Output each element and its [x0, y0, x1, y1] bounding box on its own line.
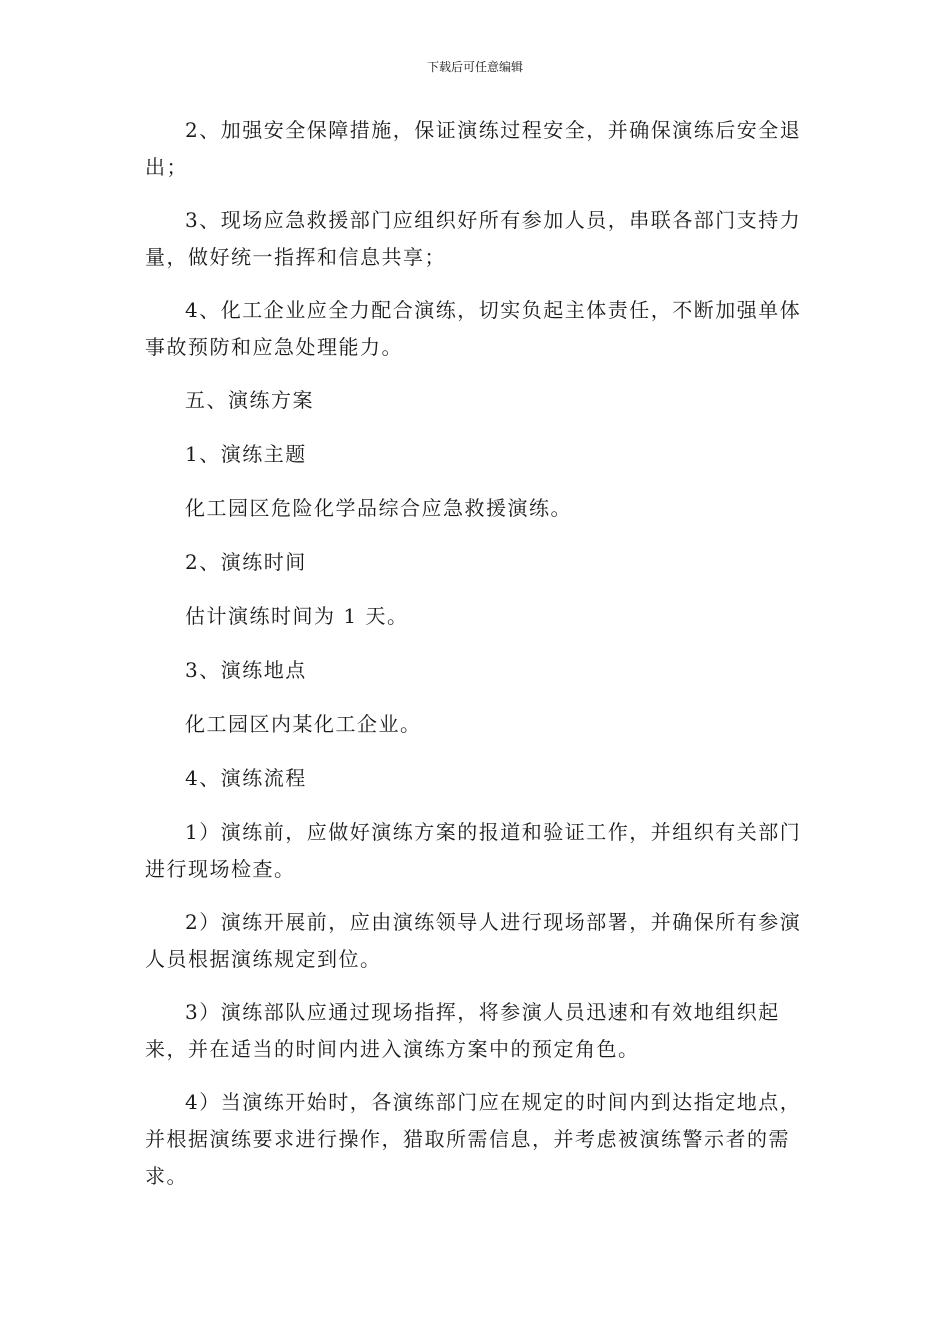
paragraph: 3）演练部队应通过现场指挥，将参演人员迅速和有效地组织起来，并在适当的时间内进入演练方案中的预定角色。	[145, 1000, 780, 1061]
paragraph: 4）当演练开始时，各演练部门应在规定的时间内到达指定地点，并根据演练要求进行操作，猎取所需信息，并考虑被演练警示者的需求。	[145, 1090, 802, 1188]
paragraph: 1）演练前，应做好演练方案的报道和验证工作，并组织有关部门进行现场检查。	[145, 820, 802, 881]
subsection-heading: 1、演练主题	[185, 442, 307, 466]
document-body	[145, 112, 805, 1195]
paragraph: 2、加强安全保障措施，保证演练过程安全，并确保演练后安全退出；	[145, 118, 802, 179]
paragraph: 3、现场应急救援部门应组织好所有参加人员，串联各部门支持力量，做好统一指挥和信息共享；	[145, 208, 802, 269]
subsection-heading: 4、演练流程	[185, 766, 307, 790]
subsection-heading: 2、演练时间	[185, 550, 307, 574]
paragraph: 化工园区内某化工企业。	[185, 712, 422, 736]
section-heading: 五、演练方案	[185, 388, 314, 412]
paragraph: 2）演练开展前，应由演练领导人进行现场部署，并确保所有参演人员根据演练规定到位。	[145, 910, 802, 971]
paragraph: 估计演练时间为 1 天。	[185, 604, 409, 628]
paragraph: 4、化工企业应全力配合演练，切实负起主体责任，不断加强单体事故预防和应急处理能力。	[145, 298, 802, 359]
subsection-heading: 3、演练地点	[185, 658, 307, 682]
paragraph: 化工园区危险化学品综合应急救援演练。	[185, 496, 572, 520]
page-header: 下载后可任意编辑	[426, 60, 523, 74]
